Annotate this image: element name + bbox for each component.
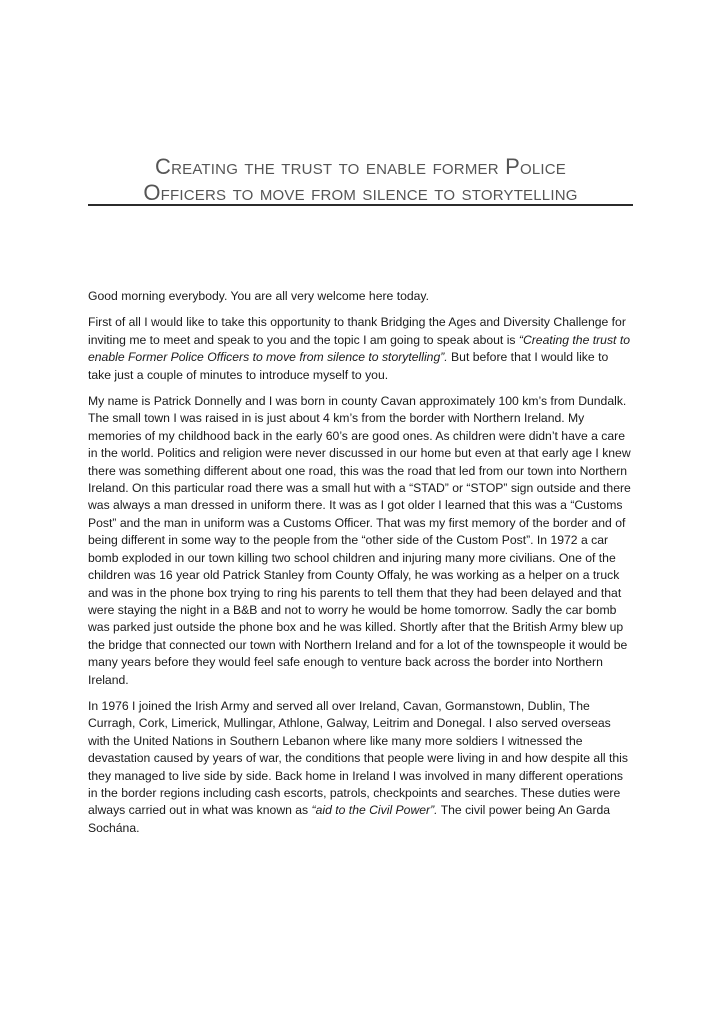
title-line-2: Officers to move from silence to storytelling [143,180,578,205]
civil-power-quote: “aid to the Civil Power”. [311,803,438,818]
paragraph-childhood [88,393,633,689]
paragraph-greeting [88,288,633,305]
document-body [88,288,633,846]
paragraph-2-text-end: But before that I would like to take just a couple of minutes to introduce myself to you. [88,350,609,382]
paragraph-thanks [88,314,633,384]
paragraph-army [88,698,633,837]
title-line-1: Creating the trust to enable former Police [155,154,566,179]
paragraph-1-text: Good morning everybody. You are all very welcome here today. [88,289,429,303]
paragraph-4-text: In 1976 I joined the Irish Army and served all over Ireland, Cavan, Gormanstown, Dublin, The Curragh, Cork, Limerick, Mullingar, Athlone, Galway, Leitrim and Donegal. I also served overseas with the United Nations in Southern Lebanon where like many more soldiers I witnessed the devastation caused by years of war, the conditions that people were living in and how despite all this they managed to live side by side. Back home in Ireland I was involved in many different operations in the border regions including cash escorts, patrols, checkpoints and searches. These duties were always carried out in what was known as [88,698,628,818]
title-block [88,154,633,206]
paragraph-3-text: My name is Patrick Donnelly and I was born in county Cavan approximately 100 km’s from Dundalk. The small town I was raised in is just about 4 km’s from the border with Northern Ireland. My memories of my childhood back in the early 60’s are good ones. As children were didn’t have a care in the world. Politics and religion were never discussed in our home but even at that early age I knew there was something different about one road, this was the road that led from our town into Northern Ireland. On this particular road there was a small hut with a “STAD” or “STOP” sign outside and there was always a man dressed in uniform there. It was as I got older I learned that this was a “Customs Post” and the man in uniform was a Customs Officer. That was my first memory of the border and of being different in some way to the people from the “other side of the Custom Post”. In 1972 a car bomb exploded in our town killing two school children and injuring many more civilians. One of the children was 16 year old Patrick Stanley from County Offaly, he was working as a helper on a truck and was in the phone box trying to ring his parents to tell them that they had been delayed and that were staying the night in a B&B and not to worry he would be home tomorrow. Sadly the car bomb was parked just outside the phone box and he was killed. Shortly after that the British Army blew up the bridge that connected our town with Northern Ireland and for a lot of the townspeople it would be many years before they would feel safe enough to venture back across the border into Northern Ireland. [88,394,631,687]
talk-title-quote: “Creating the trust to enable Former Police Officers to move from silence to storytelling”. [88,332,630,365]
paragraph-4-text-end: The civil power being An Garda Sochána. [88,803,611,835]
document-title [88,154,633,206]
title-underline [88,204,633,206]
paragraph-2-text: First of all I would like to take this opportunity to thank Bridging the Ages and Diversity Challenge for inviting me to meet and speak to you and the topic I am going to speak about is [88,315,626,347]
